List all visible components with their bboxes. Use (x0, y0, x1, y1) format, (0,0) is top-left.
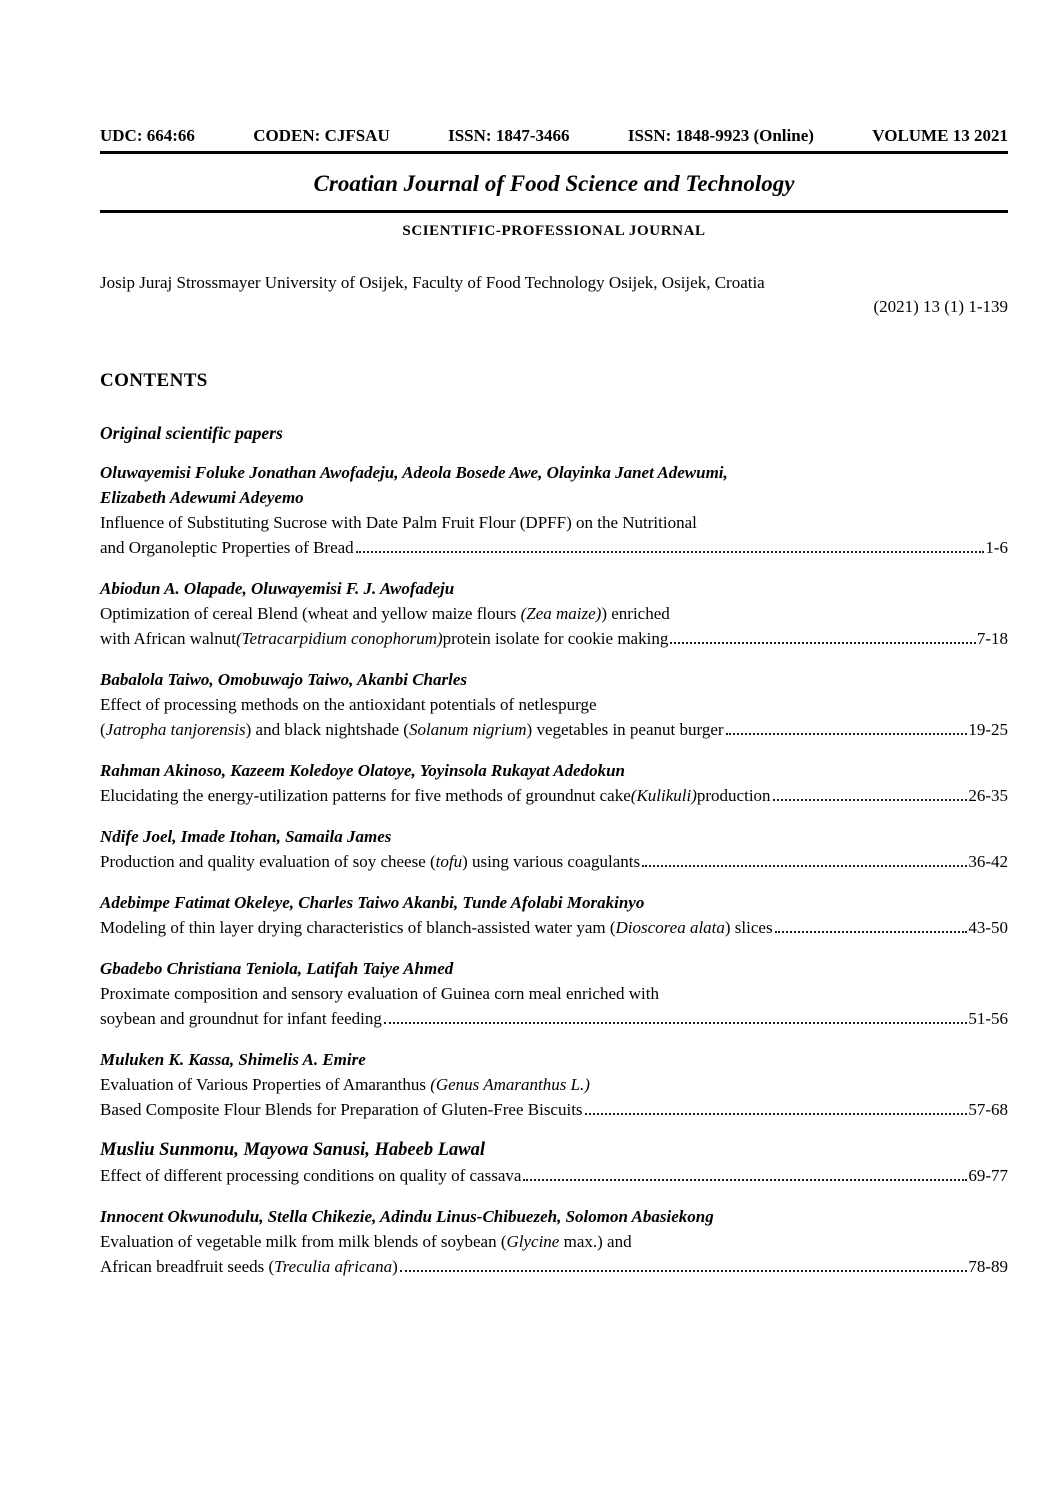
toc-entry (100, 460, 1008, 560)
toc-entry (100, 1204, 1008, 1279)
toc-entry-title-line (100, 1163, 1008, 1188)
toc-entry (100, 890, 1008, 940)
dotted-leader (356, 551, 985, 553)
toc-entry-authors: Gbadebo Christiana Teniola, Latifah Taiye Ahmed (100, 959, 454, 978)
title-segment-italic: (Kulikuli) (630, 786, 697, 805)
toc-entry-authors: Rahman Akinoso, Kazeem Koledoye Olatoye, Yoyinsola Rukayat Adedokun (100, 761, 625, 780)
title-segment: Influence of Substituting Sucrose with Date Palm Fruit Flour (DPFF) on the Nutritional (100, 513, 697, 532)
dotted-leader (773, 799, 968, 801)
title-segment: Effect of different processing conditions on quality of cassava (100, 1166, 522, 1185)
toc-entry-authors: Adebimpe Fatimat Okeleye, Charles Taiwo Akanbi, Tunde Afolabi Morakinyo (100, 893, 645, 912)
toc-entry-authors: Musliu Sunmonu, Mayowa Sanusi, Habeeb Lawal (100, 1140, 486, 1160)
title-segment: and Organoleptic Properties of Bread (100, 538, 354, 557)
toc-entry-authors: Elizabeth Adewumi Adeyemo (100, 488, 304, 507)
dotted-leader (775, 931, 968, 933)
issue-info: (2021) 13 (1) 1-139 (873, 297, 1008, 316)
dotted-leader (400, 1270, 968, 1272)
title-segment: Modeling of thin layer drying characteristics of blanch-assisted water yam ( (100, 918, 616, 937)
dotted-leader (670, 642, 976, 644)
masthead-rule-top (100, 151, 1008, 154)
page-range: 69-77 (968, 1166, 1008, 1185)
page-range: 57-68 (968, 1100, 1008, 1119)
title-segment: max.) and (559, 1232, 632, 1251)
toc-entry-authors: Oluwayemisi Foluke Jonathan Awofadeju, Adeola Bosede Awe, Olayinka Janet Adewumi, (100, 463, 728, 482)
toc-entry-authors: Innocent Okwunodulu, Stella Chikezie, Adindu Linus-Chibuezeh, Solomon Abasiekong (100, 1207, 714, 1226)
masthead-info-row (100, 126, 1008, 146)
toc-entry (100, 824, 1008, 874)
page-range: 7-18 (976, 629, 1008, 648)
title-segment-italic: Solanum nigrium (408, 720, 527, 739)
toc-entry-title-line (100, 1072, 1008, 1097)
title-segment: African breadfruit seeds ( (100, 1257, 275, 1276)
publisher-affiliation: Josip Juraj Strossmayer University of Osijek, Faculty of Food Technology Osijek, Osijek, Croatia (100, 273, 765, 292)
toc-entry (100, 667, 1008, 742)
title-segment: Production and quality evaluation of soy cheese ( (100, 852, 436, 871)
toc-entry-title-line (100, 692, 1008, 717)
title-segment-italic: Jatropha tanjorensis (105, 720, 246, 739)
journal-subtitle: SCIENTIFIC-PROFESSIONAL JOURNAL (402, 223, 706, 239)
coden-code: CODEN: CJFSAU (253, 126, 390, 145)
title-segment: ) (392, 1257, 398, 1276)
title-segment: Based Composite Flour Blends for Preparation of Gluten-Free Biscuits (100, 1100, 583, 1119)
page-range: 36-42 (968, 852, 1008, 871)
title-segment: Effect of processing methods on the antioxidant potentials of netlespurge (100, 695, 597, 714)
contents-heading: CONTENTS (100, 370, 208, 391)
title-segment: Optimization of cereal Blend (wheat and yellow maize flours (100, 604, 521, 623)
page-range: 19-25 (968, 720, 1008, 739)
toc-entry-authors: Abiodun A. Olapade, Oluwayemisi F. J. Awofadeju (100, 579, 455, 598)
udc-code: UDC: 664:66 (100, 126, 195, 145)
title-segment: Evaluation of vegetable milk from milk blends of soybean ( (100, 1232, 507, 1251)
toc-entry-title-line (100, 783, 1008, 808)
dotted-leader (585, 1113, 968, 1115)
title-segment: Elucidating the energy-utilization patterns for five methods of groundnut cake (100, 786, 631, 805)
title-segment: soybean and groundnut for infant feeding (100, 1009, 382, 1028)
title-segment: ) enriched (601, 604, 670, 623)
toc-entry-title-line (100, 1229, 1008, 1254)
toc-entry-title-line (100, 535, 1008, 560)
toc-entry-title-line (100, 601, 1008, 626)
toc-entry-title-line (100, 1006, 1008, 1031)
toc-entry-authors: Ndife Joel, Imade Itohan, Samaila James (100, 827, 392, 846)
title-segment-italic: (Tetracarpidium conophorum) (235, 629, 443, 648)
page-range: 43-50 (968, 918, 1008, 937)
toc-entry-title-line (100, 1097, 1008, 1122)
page-range: 1-6 (985, 538, 1008, 557)
title-segment: ) slices (724, 918, 773, 937)
title-segment-italic: Dioscorea alata (615, 918, 725, 937)
dotted-leader (523, 1179, 967, 1181)
toc-entry-title-line (100, 915, 1008, 940)
masthead-rule-bottom (100, 210, 1008, 213)
toc-entry (100, 758, 1008, 808)
toc-entry (100, 1047, 1008, 1122)
journal-title: Croatian Journal of Food Science and Technology (313, 171, 795, 196)
toc-entry-title-line (100, 1254, 1008, 1279)
toc-entry-title-line (100, 717, 1008, 742)
toc-entry (100, 956, 1008, 1031)
page-range: 51-56 (968, 1009, 1008, 1028)
toc-entries (100, 460, 1008, 1279)
dotted-leader (726, 733, 968, 735)
title-segment: Proximate composition and sensory evaluation of Guinea corn meal enriched with (100, 984, 659, 1003)
title-segment: production (696, 786, 771, 805)
toc-entry-title-line (100, 849, 1008, 874)
title-segment: with African walnut (100, 629, 236, 648)
title-segment-italic: (Genus Amaranthus L.) (430, 1075, 590, 1094)
title-segment: protein isolate for cookie making (442, 629, 669, 648)
issn-print: ISSN: 1847-3466 (448, 126, 570, 145)
title-segment: ) and black nightshade ( (245, 720, 409, 739)
toc-entry-title-line (100, 626, 1008, 651)
title-segment: ) vegetables in peanut burger (526, 720, 724, 739)
toc-entry (100, 1138, 1008, 1188)
toc-entry-title-line (100, 981, 1008, 1006)
volume-label: VOLUME 13 2021 (872, 126, 1008, 145)
toc-entry-title-line (100, 510, 1008, 535)
dotted-leader (642, 865, 967, 867)
title-segment-italic: tofu (435, 852, 463, 871)
toc-entry (100, 576, 1008, 651)
title-segment-italic: Treculia africana (274, 1257, 393, 1276)
title-segment: Evaluation of Various Properties of Amaranthus (100, 1075, 431, 1094)
toc-entry-authors: Muluken K. Kassa, Shimelis A. Emire (100, 1050, 366, 1069)
page-range: 78-89 (968, 1257, 1008, 1276)
page-range: 26-35 (968, 786, 1008, 805)
toc-entry-authors: Babalola Taiwo, Omobuwajo Taiwo, Akanbi Charles (100, 670, 468, 689)
title-segment-italic: (Zea maize) (520, 604, 602, 623)
title-segment-italic: Glycine (506, 1232, 560, 1251)
dotted-leader (384, 1022, 967, 1024)
title-segment: ) using various coagulants (462, 852, 641, 871)
section-heading: Original scientific papers (100, 423, 283, 443)
title-segment: ( (100, 720, 106, 739)
issn-online: ISSN: 1848-9923 (Online) (627, 126, 814, 145)
